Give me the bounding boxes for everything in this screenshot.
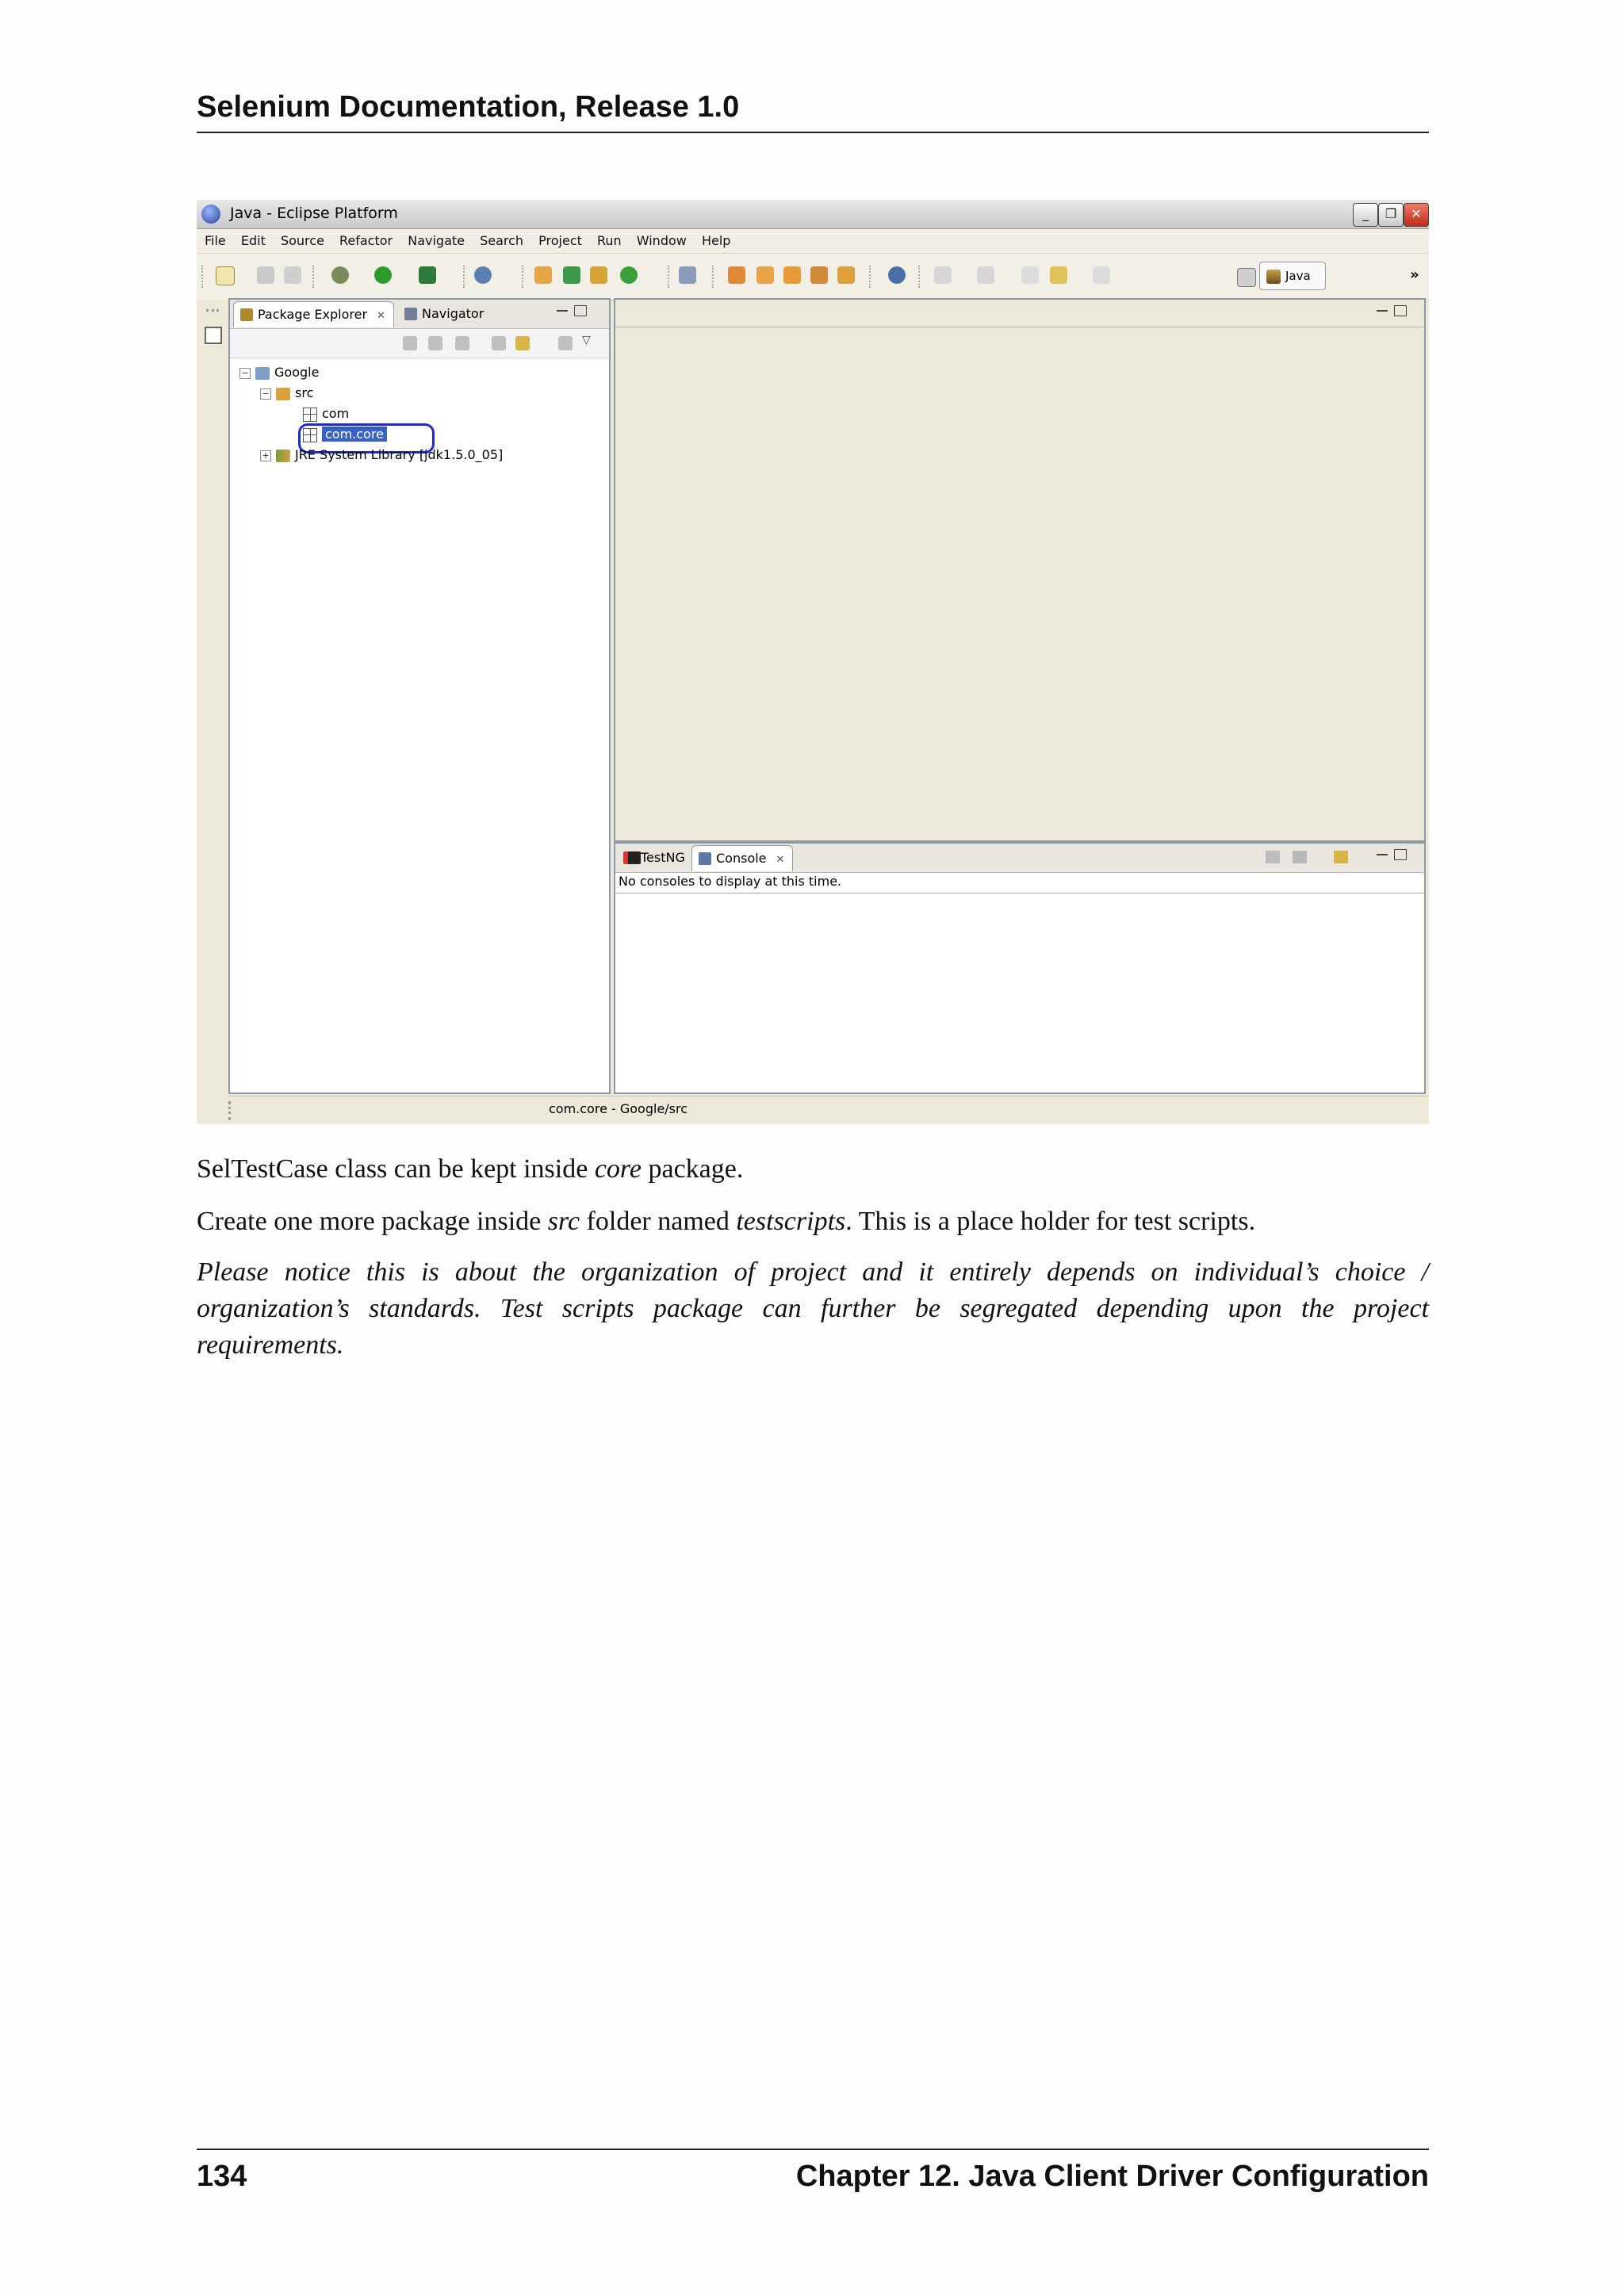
minimize-view-icon[interactable]	[557, 310, 568, 312]
paragraph-3-note: Please notice this is about the organization of project and it entirely depends on individual’s choice / organization’s standards. Test scripts package can further be segregated depending upon the project requirements.	[197, 1257, 1429, 1360]
maximize-view-icon[interactable]	[574, 305, 587, 316]
emphasis: src	[547, 1207, 580, 1236]
next-annotation-icon[interactable]	[934, 266, 955, 287]
tab-package-explorer[interactable]	[233, 301, 394, 327]
paragraph-1	[197, 1151, 1429, 1188]
tree-node-com[interactable]	[303, 404, 349, 423]
open-folder-icon[interactable]	[756, 266, 777, 287]
last-edit-icon[interactable]	[1021, 266, 1042, 287]
tab-label: TestNG	[641, 850, 685, 865]
tree-node-src[interactable]	[260, 384, 313, 403]
node-label: Google	[274, 365, 320, 380]
node-label: src	[295, 385, 314, 400]
header-rule	[197, 132, 1429, 133]
edit-icon[interactable]	[837, 266, 858, 287]
maximize-view-icon[interactable]	[1394, 305, 1407, 316]
paragraph-2	[197, 1203, 1429, 1240]
grip-dots	[206, 309, 219, 315]
text: SelTestCase class can be kept inside	[197, 1154, 595, 1184]
tree-node-project[interactable]	[239, 363, 319, 382]
print-icon[interactable]	[284, 266, 304, 287]
console-pane	[614, 842, 1426, 1094]
open-project-icon[interactable]	[783, 266, 804, 287]
status-text: com.core - Google/src	[549, 1101, 688, 1116]
maximize-view-icon[interactable]	[1394, 849, 1407, 860]
new-class-icon[interactable]	[563, 266, 584, 287]
menu-help[interactable]: Help	[701, 233, 731, 248]
collapse-all-icon[interactable]	[492, 336, 506, 350]
up-icon[interactable]	[455, 336, 469, 350]
menu-refactor[interactable]: Refactor	[339, 233, 393, 248]
minimize-button[interactable]: _	[1353, 203, 1378, 227]
running-header: Selenium Documentation, Release 1.0	[197, 90, 740, 124]
toolbar-separator	[312, 266, 316, 288]
menu-search[interactable]: Search	[480, 233, 524, 248]
save-icon[interactable]	[257, 266, 278, 287]
perspective-label: Java	[1285, 269, 1311, 283]
status-grip	[228, 1101, 234, 1120]
new-package-icon[interactable]	[534, 266, 555, 287]
console-icon	[699, 852, 711, 865]
menu-run[interactable]: Run	[596, 233, 622, 248]
chevron-right-icon[interactable]: »	[1410, 266, 1419, 283]
tab-console[interactable]	[691, 845, 793, 871]
package-explorer-icon	[240, 308, 253, 321]
window-title: Java - Eclipse Platform	[230, 205, 398, 222]
tab-navigator[interactable]	[398, 301, 492, 327]
expand-icon[interactable]: +	[260, 450, 271, 461]
editor-minmax[interactable]	[1377, 304, 1407, 317]
main-toolbar	[197, 254, 1429, 300]
menu-edit[interactable]: Edit	[240, 233, 266, 248]
minimize-view-icon[interactable]	[1377, 310, 1388, 312]
open-perspective-icon[interactable]	[1237, 268, 1258, 289]
close-tab-icon[interactable]: ✕	[377, 310, 385, 322]
tab-label: Navigator	[422, 306, 485, 321]
pencil-icon[interactable]	[810, 266, 831, 287]
editor-area	[614, 298, 1426, 842]
tab-testng[interactable]	[617, 845, 693, 871]
package-explorer-tabs	[230, 300, 609, 329]
eclipse-icon	[201, 205, 220, 224]
toolbar-separator	[463, 266, 466, 288]
tab-label: Console	[716, 851, 767, 866]
navigator-icon	[404, 308, 417, 320]
chapter-title: Chapter 12. Java Client Driver Configuration	[795, 2160, 1429, 2193]
forward-icon[interactable]	[428, 336, 442, 350]
emphasis: testscripts	[736, 1207, 846, 1236]
package-tree	[230, 360, 609, 1093]
toolbar-separator	[668, 266, 671, 288]
text: folder named	[580, 1207, 737, 1236]
project-folder-icon	[255, 367, 270, 380]
toolbar-separator	[522, 266, 525, 288]
console-message: No consoles to display at this time.	[619, 874, 842, 889]
menu-navigate[interactable]: Navigate	[408, 233, 465, 248]
filter-icon[interactable]	[558, 336, 573, 350]
package-explorer-pane	[228, 298, 611, 1094]
open-console-icon[interactable]	[1334, 851, 1348, 863]
view-menu-chevron-down-icon[interactable]: ▽	[582, 334, 591, 346]
link-editor-icon[interactable]	[515, 336, 530, 350]
open-resource-icon[interactable]	[728, 266, 749, 287]
package-icon	[303, 408, 317, 422]
testng-icon	[623, 851, 641, 864]
collapse-icon[interactable]: −	[260, 388, 271, 400]
console-tabs	[615, 844, 1424, 873]
forward-arrow-icon[interactable]	[1093, 266, 1113, 287]
java-perspective-icon	[1266, 270, 1281, 284]
collapse-icon[interactable]: −	[239, 368, 251, 379]
new-test-icon[interactable]	[620, 266, 641, 287]
close-tab-icon[interactable]: ✕	[776, 854, 785, 866]
toolbar-separator	[712, 266, 715, 288]
open-type-icon[interactable]	[679, 266, 699, 287]
new-icon[interactable]	[216, 266, 236, 287]
library-icon	[276, 450, 290, 462]
tab-label: Package Explorer	[258, 307, 368, 322]
close-button[interactable]: ✕	[1404, 203, 1429, 227]
footer-rule	[197, 2149, 1429, 2150]
menu-window[interactable]: Window	[636, 233, 687, 248]
node-label-selected: com.core	[322, 427, 387, 442]
toolbar-separator	[869, 266, 872, 288]
tree-node-jre-library[interactable]	[260, 446, 503, 465]
source-folder-icon	[276, 388, 290, 400]
eclipse-screenshot	[197, 200, 1429, 1124]
toolbar-separator	[918, 266, 921, 288]
text: . This is a place holder for test scripts.	[845, 1207, 1256, 1236]
restore-button[interactable]: ❐	[1378, 203, 1404, 227]
new-interface-icon[interactable]	[590, 266, 611, 287]
menu-project[interactable]: Project	[538, 233, 582, 248]
minimize-view-icon[interactable]	[1377, 854, 1388, 855]
text: Create one more package inside	[197, 1207, 548, 1236]
view-minmax[interactable]	[557, 304, 587, 317]
search-icon[interactable]	[474, 266, 495, 287]
text: package.	[641, 1154, 744, 1184]
debug-icon[interactable]	[331, 266, 352, 287]
emphasis: core	[594, 1154, 642, 1184]
package-explorer-toolbar	[230, 329, 609, 358]
pin-console-icon[interactable]	[1266, 851, 1280, 863]
fast-view-bar	[197, 300, 228, 1124]
menu-bar	[197, 229, 1429, 254]
window-titlebar	[197, 200, 1429, 229]
node-label: JRE System Library [jdk1.5.0_05]	[295, 447, 504, 462]
toolbar-separator	[201, 266, 205, 288]
console-rule	[615, 893, 1424, 894]
editor-tab-strip	[615, 300, 1424, 327]
menu-file[interactable]: File	[205, 233, 226, 248]
fast-view-icon[interactable]	[205, 327, 222, 344]
back-icon[interactable]	[403, 336, 417, 350]
perspective-java[interactable]	[1259, 262, 1326, 290]
console-minmax[interactable]	[1377, 848, 1407, 861]
node-label: com	[322, 406, 350, 421]
external-tools-icon[interactable]	[419, 266, 439, 287]
run-icon[interactable]	[374, 266, 395, 287]
globe-icon[interactable]	[888, 266, 909, 287]
menu-source[interactable]: Source	[280, 233, 324, 248]
status-bar	[228, 1096, 1429, 1124]
display-console-icon[interactable]	[1293, 851, 1307, 863]
prev-annotation-icon[interactable]	[977, 266, 998, 287]
back-arrow-icon[interactable]	[1050, 266, 1071, 287]
page-number: 134	[197, 2160, 247, 2193]
